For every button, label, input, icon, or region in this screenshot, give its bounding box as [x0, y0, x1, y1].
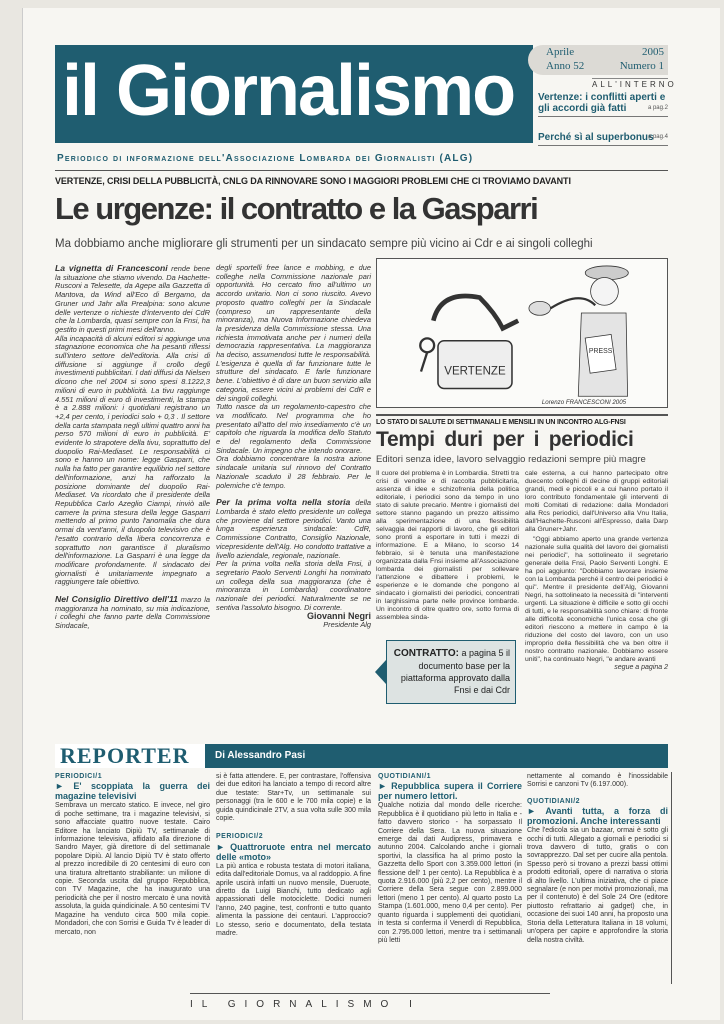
inside-label: ALL'INTERNO [592, 80, 677, 89]
reporter-column-2 [216, 773, 371, 939]
teaser[interactable] [538, 92, 668, 117]
item-headline[interactable]: ► Quattroruote entra nel mercato delle «moto» [216, 841, 371, 862]
continued-note[interactable]: segue a pagina 2 [614, 664, 668, 671]
paragraph: Che l'edicola sia un bazaar, ormai è sotto gli occhi di tutti. Allegato a giornali e periodici si trova davvero di tutto, gratis o con sovrapprezzo. Dal set per cucire alla pentola. Spesso però si trovano a prezzi bassi ottimi prodotti editoriali, opere di narrativa o storia di alto livello. L'ultima iniziativa, che ci piace segnalare (e non per motivi promozionali, ma per il contenuto) è del Sole 24 Ore (editore piuttosto refrattario ai gadget) che, in occasione dei suoi 140 anni, ha proposto una Storia della Letteratura Italiana in 18 volumi, un'opera per capire e approfondire la storia della nostra civiltà. [527, 827, 668, 944]
callout-bold: CONTRATTO: [393, 648, 459, 659]
tagline: Periodico di informazione dell'Associazione Lombarda dei Giornalisti (ALG) [57, 153, 474, 164]
issue-anno: Anno 52 [546, 60, 585, 72]
lead-headline: Le urgenze: il contratto e la Gasparri [55, 191, 538, 226]
issue-info [528, 45, 668, 75]
paragraph: marzo la maggioranza ha nominato, su mia indicazione, i colleghi che fanno parte della Commissione Sindacale, [55, 595, 210, 631]
divider [55, 170, 668, 171]
item-headline[interactable]: ► Avanti tutta, a forza di promozioni. Anche interessanti [527, 806, 668, 827]
teaser-title: Vertenze: i conflitti aperti e gli accordi già fatti [538, 92, 666, 114]
paragraph: Per la prima volta nella storia della Fnsi, il segretario Paolo Serventi Longhi ha nominato un collega della sua maggioranza (che è minoranza in Lombardia) coordinatore nazionale dei periodici. Naturalmente se ne sentiva l'assoluto bisogno. Di corrente. [216, 559, 371, 612]
paragraph: nettamente al comando è l'inossidabile Sorrisi e canzoni Tv (6.197.000). [527, 773, 668, 789]
issue-month: Aprile [546, 46, 575, 58]
lead-kicker: VERTENZE, CRISI DELLA PUBBLICITÀ, CNLG DA RINNOVARE SONO I MAGGIORI PROBLEMI CHE CI TROVIAMO DAVANTI [55, 176, 571, 186]
reporter-byline: Di Alessandro Pasi [215, 750, 306, 761]
section-label: PERIODICI/2 [216, 833, 264, 841]
author-role: Presidente Alg [323, 620, 371, 630]
paragraph: Sembrava un mercato statico. E invece, nel giro di poche settimane, tra i magazine televisivi, si sono affacciate quattro nuove testate. Cairo Editore ha lanciato Dipiù TV, settimanale di informazione televisiva, affidato alla direzione di Sandro Mayer, già direttore di del settimanale popolare Dipiù. Al lancio Dipiù TV è stato offerto al prezzo incredibile di 20 centesimi di euro con una tiratura altrettanto strabiliante: un milione di copie. Seconda uscita dal gruppo Repubblica, con TV Magazine, che ha inaugurato una periodicità che per il nostro mercato è una novità assoluta, la guida quindicinale. A 50 centesimi TV Magazine ha venduto circa 500 mila copie. Mondadori, che con Sorrisi e Guida Tv è leader di mercato, non [55, 802, 210, 936]
paragraph: Alla incapacità di alcuni editori si aggiunge una stagnazione economica che ha pesanti riflessi sull'intero settore dell'editoria. Alla crisi di diffusione si aggiunge il crollo degli investimenti pubblicitari. I dati diffusi da Nielsen dicono che nel 2004 si sono spesi 8.1222,3 milioni di euro in pubblicità. La tivu raggiunge 4.551 milioni di euro di investimenti, la stampa è a 2.888 milioni: i quotidiani registrano un +2,4 per cento, i periodici solo + 0,3 . Il settore della carta stampata negli ultimi quattro anni ha perso 570 milioni di euro in pubblicità. E' evidente lo strapotere della tivu, soprattutto del duopolio Rai-Mediaset. Le responsabilità ci sono e hanno un nome: legge Gasparri, che nulla ha fatto per garantire equilibrio nel settore dell'informazione, anzi ha rafforzato la posizione dominante del duopolio Rai-Mediaset. Va ricordato che il presidente della Repubblica Carlo Azeglio Ciampi, rinviò alle camere la prima stesura della legge Gasparri mettendo al primo punto l'anomalia che dura ormai da vent'anni, il duopolio televisivo che è l'esatto contrario della libera concorrenza e soprattutto non garantisce il pluralismo dell'informazione. La Gasparri è una legge da modificare profondamente. Il sindacato dei giornalisti è unitariamente impegnato a raggiungere tale obiettivo. [55, 333, 210, 587]
reporter-title: REPORTER [60, 743, 190, 768]
lead-in: La vignetta di Francesconi [55, 263, 168, 273]
issue-year: 2005 [642, 46, 664, 58]
cartoon-illustration [376, 258, 668, 408]
paragraph: Ora dobbiamo concentrare la nostra azione sindacale unitaria sul rinnovo del Contratto Nazionale scaduto il 28 febbraio. Per le polemiche c'è tempo. [216, 454, 371, 490]
second-subhead: Editori senza idee, lavoro selvaggio redazioni sempre più magre [376, 454, 646, 465]
cartoon-signature: Lorenzo FRANCESCONI 2005 [541, 398, 627, 406]
contract-callout-box[interactable] [386, 640, 516, 704]
divider [190, 993, 550, 994]
paragraph: Qualche notizia dal mondo delle ricerche: Repubblica è il quotidiano più letto in Italia e - fatto davvero storico - ha sorpassato Il Corriere della Sera. La nuova situazione emerge dai dati Audipress, primavera e autunno 2004. Calcolando anche i giornali sportivi, la classifica ha al primo posto la Gazzetta dello Sport con 3.359.000 lettori (in flessione dell' 1 per cento). La Repubblica è a quota 2.916.000 (più 2,2 per cento), mentre il Corriere della Sera segue con 2.899.000 lettori (meno 1 per cento). Al quarto posto La Stampa (1.601.000, meno 0,4 per cento). Per quanto riguarda i supplementi dei quotidiani, in testa si conferma il Venerdì di Repubblica, con 2.795.000 lettori, mentre tra i settimanali più letti [378, 802, 522, 944]
second-kicker: LO STATO DI SALUTE DI SETTIMANALI E MENSILI IN UN INCONTRO ALG-FNSI [376, 419, 626, 426]
paragraph: della Lombarda è stato eletto presidente un collega che proviene dal settore periodici. Vanto una lunga esperienza sindacale: CdR, Commissione Contratto, Consiglio Nazionale, vicepresidente dell'Alg. Ho condotto trattative a livello aziendale, regionale, nazionale. [216, 498, 371, 560]
reporter-column-1 [55, 773, 210, 937]
lead-in: Nel Consiglio Direttivo dell'11 [55, 594, 178, 605]
cartoon-press-text: PRESS [588, 348, 613, 356]
section-label: QUOTIDIANI/1 [378, 773, 432, 780]
teaser-page: a pag.2 [647, 105, 668, 111]
item-headline[interactable]: ► E' scoppiata la guerra dei magazine televisivi [55, 781, 210, 802]
masthead-title: il Giornalismo [62, 51, 515, 131]
cartoon-drawing [377, 259, 667, 407]
paragraph: degli sportelli free lance e mobbing, e due colleghe nella Commissione nazionale pari opportunità. Ho cercato fino all'ultimo un accordo unitario. Non ci sono riuscito. Avevo proposto quattro colleghi per la Sindacale (compreso un rappresentante della minoranza), ma Nuova Informazione chiedeva la presidenza della Commissione stessa. Una richiesta immotivata anche per i numeri della democrazia rappresentativa. La maggioranza ha deciso, assumendosi tutte le responsabilità. L'esigenza è quella di far funzionare tutte le strutture del sindacato. E farle funzionare bene. L'obiettivo è di dare un buon servizio alla categoria, essere vicini ai problemi dei CdR e dei singoli colleghi. [216, 263, 371, 403]
paragraph: si è fatta attendere. E, per contrastare, l'offensiva dei due editori ha lanciato a tempo di record altre due testate: Star+Tv, un settimanale sui personaggi (tra le 600 e le 700 mila copie) e la guida quindicinale 2TV, a sua volta sulle 300 mila copie. [216, 773, 371, 823]
lead-column-1 [55, 264, 210, 631]
paragraph: Tutto nasce da un regolamento-capestro che va modificato. Nel programma che ho presentato all'atto del mio insediamento c'è un capitolo che riguarda la modifica dello Statuto e del regolamento della Commissione Sindacale. Un impegno che intendo onorare. [216, 402, 371, 455]
lead-subhead: Ma dobbiamo anche migliorare gli strumenti per un sindacato sempre più vicino ai Cdr e ai singoli colleghi [55, 238, 593, 250]
arrow-icon [375, 660, 386, 684]
second-column-1: Il cuore del problema è in Lombardia. Stretti tra crisi di vendite e di raccolta pubblicitaria, assenza di idee e schizofrenia della politica editoriale, i periodici sono da tempo in uno stato di salute precario. Mentre i giornalisti del settore stanno pagando un prezzo altissimo alla sperimentazione di una flessibilità selvaggia dei rapporti di lavoro, che gli editori sono pronti a esportare in tutti i mezzi di informazione. E a Milano, lo scorso 14 febbraio, si è tenuta una manifestazione organizzata dalla Fnsi insieme all'Associazione lombarda dei giornalisti per sollevare l'attenzione e dibattere i problemi, le esperienze e le domande che pongono al sindacato i giornalisti dei periodici, concentrati in larghissima parte nelle province lombarde. Un incontro di oltre quattro ore, sotto forma di assemblea sinda- [376, 470, 519, 621]
second-column-2 [525, 470, 668, 672]
section-label: QUOTIDIANI/2 [527, 797, 581, 805]
teaser-title: Perché sì al superbonus [538, 132, 654, 143]
paragraph: La più antica e robusta testata di motori italiana, edita dall'editoriale Domus, va al raddoppio. A fine aprile uscirà infatti un nuovo mensile, Dueruote, diretto da Luigi Bianchi, tutto dedicato agli appassionati delle motociclette. Dodici numeri l'anno, 240 pagine, test, confronti e tutto quanto alimenta la passione dei centauri. L'approccio? Lo stesso, serio e documentato, della testata madre. [216, 862, 371, 938]
divider [376, 414, 668, 416]
item-headline[interactable]: ► Repubblica supera il Corriere per numero lettori. [378, 781, 522, 802]
reporter-column-3 [378, 773, 522, 945]
footer-title: IL GIORNALISMO I [190, 999, 421, 1010]
lead-column-2 [216, 264, 371, 630]
lead-in: Per la prima volta nella storia [216, 497, 351, 508]
teaser-page: a pag.4 [647, 134, 668, 140]
section-label: PERIODICI/1 [55, 773, 103, 780]
paragraph: "Oggi abbiamo aperto una grande vertenza nazionale sulla qualità del lavoro dei giornalisti nei periodici", ha sottolineato il segretario generale della Fnsi, Paolo Serventi Longhi. E ha poi aggiunto: "Dobbiamo lavorare insieme con la Lombarda perché il centro dei periodici è qui". Mentre il presidente dell'Alg, Giovanni Negri, ha sottolineato la necessità di "interventi urgenti. La situazione è difficile e sotto gli occhi di tutti, e le responsabilità sono chiare: di fronte alle difficoltà economiche l'unica cosa che gli editori riescono a mettere in campo è la riduzione del costo del lavoro, con un uso improprio della flessibilità che va ben oltre il nostro contratto nazionale. Dobbiamo essere uniti", ha continuato Negri, "e andare avanti [525, 536, 668, 663]
issue-numero: Numero 1 [619, 60, 664, 72]
divider [671, 772, 672, 984]
paragraph: rende bene la situazione che stiamo vivendo. Da Hachette-Rusconi a Telesette, da Agepe alla Gazzetta di Mantova, da Wind all'Eco di Bergamo, da Gruner und Jahr alla Prealpina: sono alcune delle vertenze o richieste d'intervento dei CdR che la Lombarda, quasi sempre con la Fnsi, ha gestito in questi primi mesi dell'anno. [55, 264, 211, 334]
author-name: Giovanni Negri [306, 611, 371, 622]
callout-text: a pagina 5 il documento base per la piattaforma approvato dalla Fnsi e dai Cdr [400, 648, 510, 695]
paragraph: cale esterna, a cui hanno partecipato oltre duecento colleghi di decine di gruppi editoriali grandi, medi e piccoli e a cui hanno portato il loro contributo fondamentale gli interventi di molti Comitati di redazione: dalla Mondadori alla Rcs periodici, dall'Universo alla Vnu Italia, dall'Hachette-Rusconi all'Espresso, dalla Darp alla Gruner+Jahr. [525, 470, 668, 533]
teaser[interactable] [538, 132, 668, 146]
reporter-column-4 [527, 773, 668, 945]
second-headline: Tempi duri per i periodici [376, 428, 634, 451]
cartoon-sign-text: VERTENZE [444, 365, 506, 378]
